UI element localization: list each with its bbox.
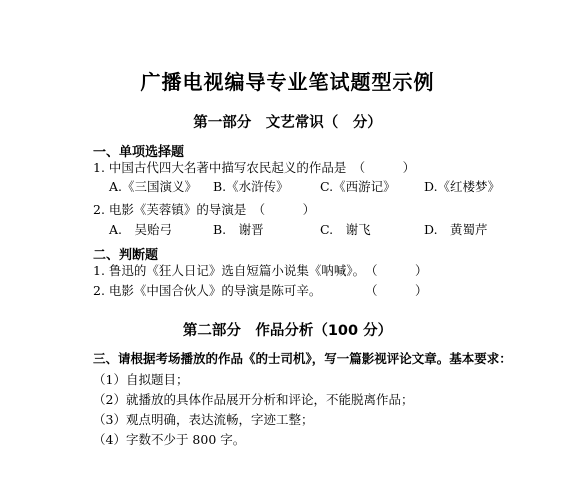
mc-question-1: 1. 中国古代四大名著中描写农民起义的作品是 （ ）: [93, 160, 416, 175]
document-title: 广播电视编导专业笔试题型示例: [140, 70, 435, 94]
mc-q1-option-b: B.《水浒传》: [213, 179, 289, 194]
tf-question-2: 2. 电影《中国合伙人》的导演是陈可辛。: [93, 283, 322, 298]
mc-question-2: 2. 电影《芙蓉镇》的导演是 （ ）: [93, 202, 316, 217]
mc-q1-option-d: D.《红楼梦》: [424, 179, 501, 194]
part-one-heading: 第一部分 文艺常识（ 分）: [193, 115, 382, 131]
section-two-heading: 二、判断题: [93, 248, 159, 263]
mc-q2-option-a: A. 吴贻弓: [109, 222, 173, 237]
mc-q2-option-d: D. 黄蜀芹: [424, 222, 488, 237]
section-one-heading: 一、单项选择题: [93, 145, 185, 160]
mc-q1-option-c: C.《西游记》: [320, 179, 396, 194]
requirement-3: （3）观点明确，表达流畅，字迹工整；: [93, 412, 314, 427]
tf-question-1: 1. 鲁迅的《狂人日记》选自短篇小说集《呐喊》。: [93, 263, 366, 278]
requirement-1: （1）自拟题目；: [93, 372, 189, 387]
requirement-2: （2）就播放的具体作品展开分析和评论，不能脱离作品；: [93, 392, 414, 407]
tf-question-1-blank: （ ）: [365, 263, 428, 278]
tf-question-2-blank: （ ）: [365, 283, 428, 298]
mc-q2-option-c: C. 谢飞: [320, 222, 371, 237]
part-two-heading: 第二部分 作品分析（100 分）: [182, 323, 393, 339]
section-three-heading: 三、请根据考场播放的作品《的士司机》，写一篇影视评论文章。基本要求：: [93, 351, 512, 366]
mc-q2-option-b: B. 谢晋: [213, 222, 264, 237]
requirement-4: （4）字数不少于 800 字。: [93, 432, 246, 447]
mc-q1-option-a: A.《三国演义》: [109, 179, 198, 194]
